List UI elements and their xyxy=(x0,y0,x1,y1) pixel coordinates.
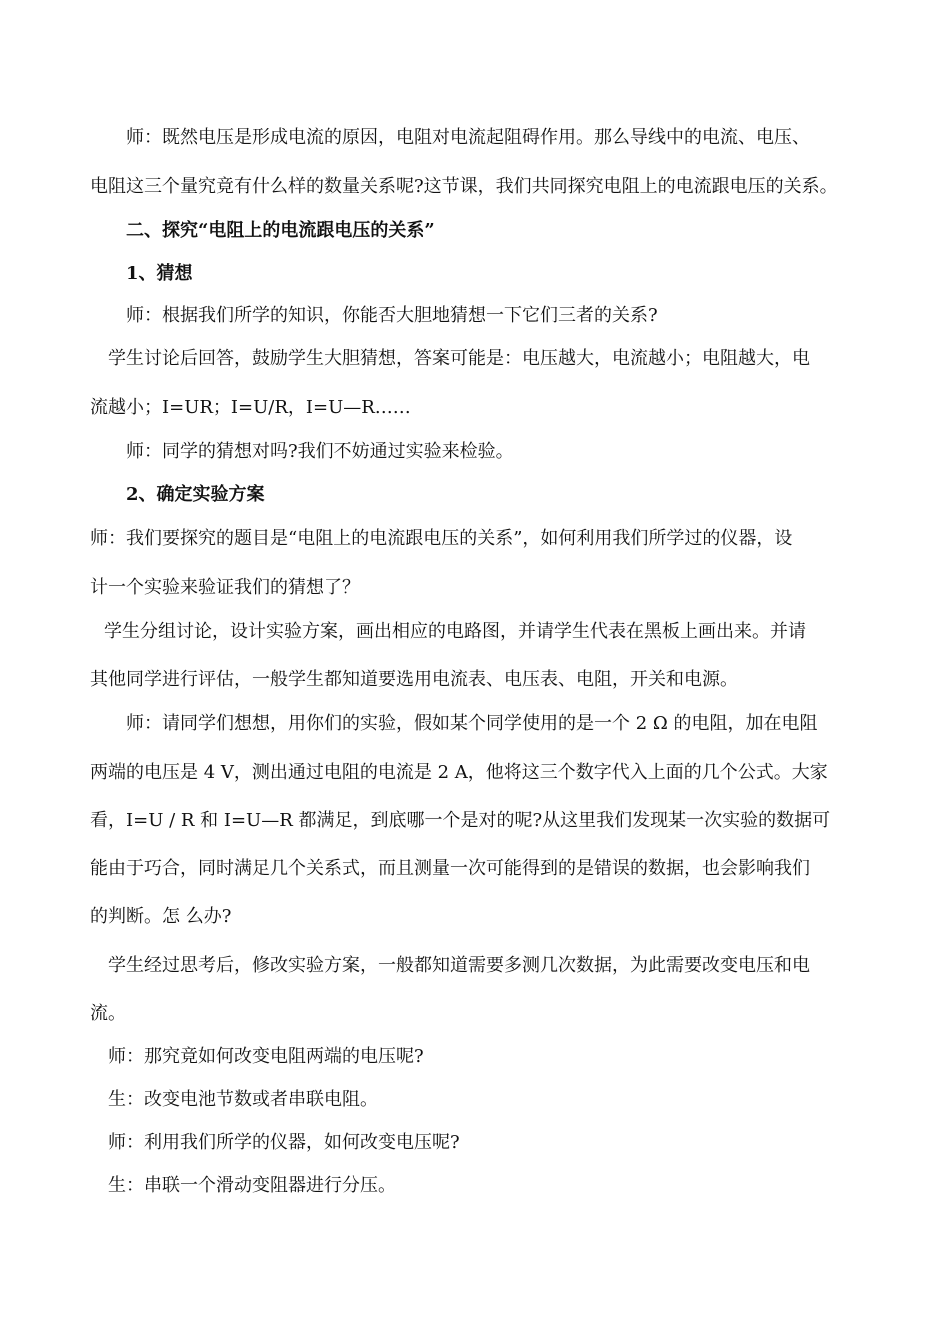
subsection-heading: 1、猜想 xyxy=(126,263,193,284)
paragraph-line: 师：那究竟如何改变电阻两端的电压呢? xyxy=(108,1046,424,1067)
paragraph-line: 师：既然电压是形成电流的原因，电阻对电流起阻碍作用。那么导线中的电流、电压、 xyxy=(126,127,810,148)
paragraph-line: 两端的电压是 4 V，测出通过电阻的电流是 2 A，他将这三个数字代入上面的几个公式。大家 xyxy=(90,762,828,783)
paragraph-line: 师：根据我们所学的知识，你能否大胆地猜想一下它们三者的关系? xyxy=(126,305,658,326)
paragraph-line: 流越小；I=UR；I=U/R，I=U—R…… xyxy=(90,397,411,418)
paragraph-line: 电阻这三个量究竟有什么样的数量关系呢?这节课，我们共同探究电阻上的电流跟电压的关系。 xyxy=(90,176,838,197)
paragraph-line: 生：改变电池节数或者串联电阻。 xyxy=(108,1089,378,1110)
paragraph-line: 看，I=U / R 和 I=U—R 都满足，到底哪一个是对的呢?从这里我们发现某一次实验的数据可 xyxy=(90,810,831,831)
paragraph-line: 计一个实验来验证我们的猜想了？ xyxy=(90,577,360,598)
section-heading: 二、探究“电阻上的电流跟电压的关系” xyxy=(126,220,435,241)
paragraph-line: 其他同学进行评估，一般学生都知道要选用电流表、电压表、电阻，开关和电源。 xyxy=(90,669,738,690)
paragraph-line: 学生分组讨论，设计实验方案，画出相应的电路图，并请学生代表在黑板上画出来。并请 xyxy=(104,621,806,642)
paragraph-line: 生：串联一个滑动变阻器进行分压。 xyxy=(108,1175,396,1196)
paragraph-line: 师：同学的猜想对吗?我们不妨通过实验来检验。 xyxy=(126,441,514,462)
paragraph-line: 学生经过思考后，修改实验方案，一般都知道需要多测几次数据，为此需要改变电压和电 xyxy=(108,955,810,976)
paragraph-line: 师：我们要探究的题目是“电阻上的电流跟电压的关系”，如何利用我们所学过的仪器，设 xyxy=(90,528,793,549)
paragraph-line: 师：请同学们想想，用你们的实验，假如某个同学使用的是一个 2 Ω 的电阻，加在电阻 xyxy=(126,713,818,734)
subsection-heading: 2、确定实验方案 xyxy=(126,484,265,505)
paragraph-line: 师：利用我们所学的仪器，如何改变电压呢? xyxy=(108,1132,460,1153)
paragraph-line: 的判断。怎 么办? xyxy=(90,906,232,927)
paragraph-line: 能由于巧合，同时满足几个关系式，而且测量一次可能得到的是错误的数据，也会影响我们 xyxy=(90,858,810,879)
paragraph-line: 学生讨论后回答，鼓励学生大胆猜想，答案可能是：电压越大，电流越小；电阻越大，电 xyxy=(108,348,810,369)
paragraph-line: 流。 xyxy=(90,1003,126,1024)
